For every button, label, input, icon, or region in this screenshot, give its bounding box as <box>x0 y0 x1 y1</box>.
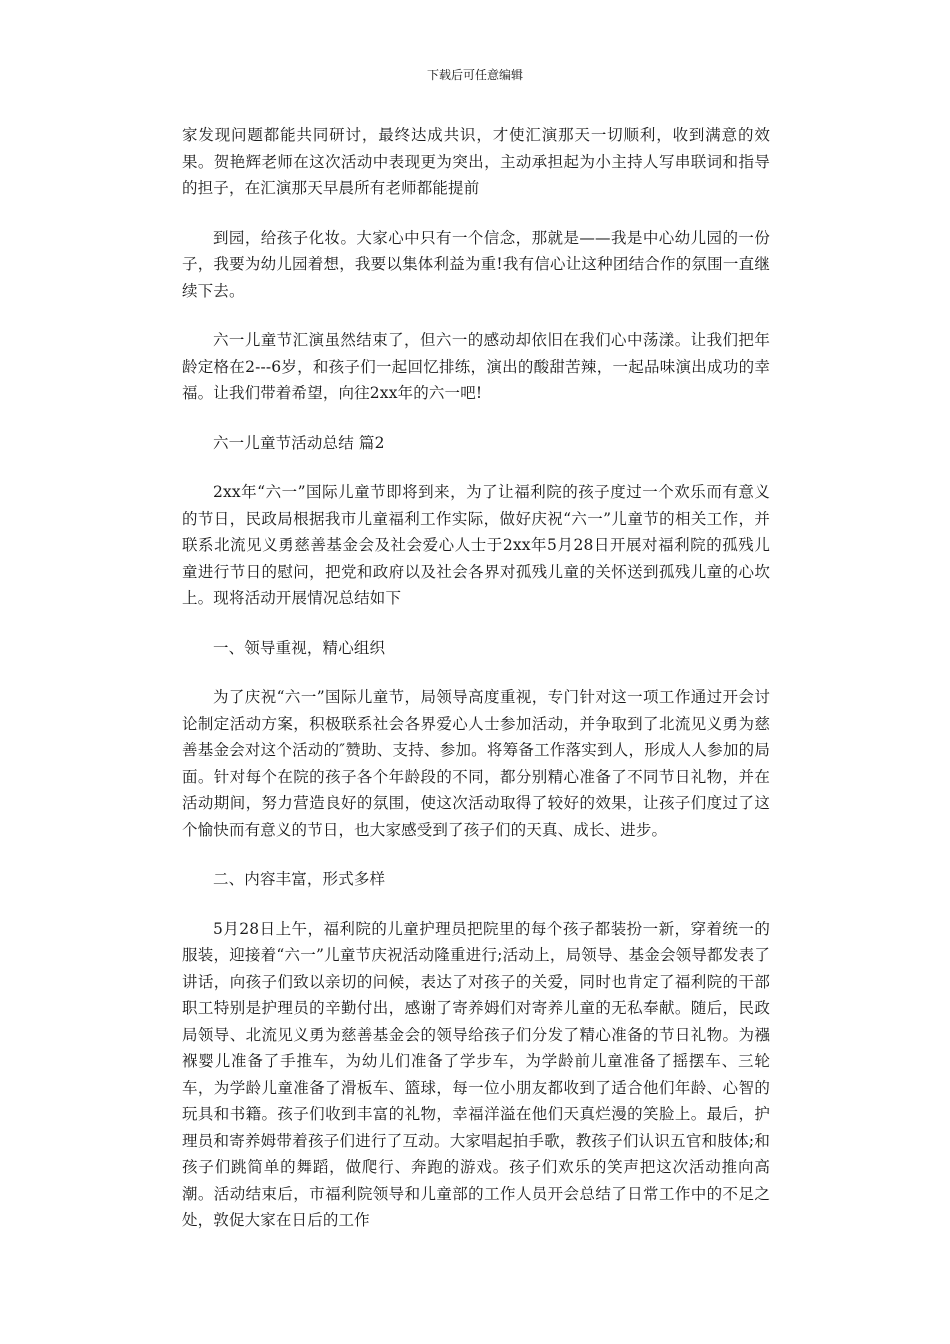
paragraph: 5月28日上午，福利院的儿童护理员把院里的每个孩子都装扮一新，穿着统一的服装，迎接着“六一”儿童节庆祝活动隆重进行;活动上，局领导、基金会领导都发表了讲话，向孩子们致以亲切的问候，表达了对孩子的关爱，同时也肯定了福利院的干部职工特别是护理员的辛勤付出，感谢了寄养姆们对寄养儿童的无私奉献。随后，民政局领导、北流见义勇为慈善基金会的领导给孩子们分发了精心准备的节日礼物。为襁褓婴儿准备了手推车，为幼儿们准备了学步车，为学龄前儿童准备了摇摆车、三轮车，为学龄儿童准备了滑板车、篮球，每一位小朋友都收到了适合他们年龄、心智的玩具和书籍。孩子们收到丰富的礼物，幸福洋溢在他们天真烂漫的笑脸上。最后，护理员和寄养姆带着孩子们进行了互动。大家唱起拍手歌，教孩子们认识五官和肢体;和孩子们跳简单的舞蹈，做爬行、奔跑的游戏。孩子们欢乐的笑声把这次活动推向高潮。活动结束后，市福利院领导和儿童部的工作人员开会总结了日常工作中的不足之处，敦促大家在日后的工作 <box>182 919 770 1229</box>
paragraph-continuation: 家发现问题都能共同研讨，最终达成共识，才使汇演那天一切顺利，收到满意的效果。贺艳辉老师在这次活动中表现更为突出，主动承担起为小主持人写串联词和指导的担子，在汇演那天早晨所有老师都能提前 <box>182 126 770 197</box>
paragraph: 到园，给孩子化妆。大家心中只有一个信念，那就是——我是中心幼儿园的一份子，我要为幼儿园着想，我要以集体利益为重!我有信心让这种团结合作的氛围一直继续下去。 <box>182 228 770 300</box>
paragraph: 2xx年“六一”国际儿童节即将到来，为了让福利院的孩子度过一个欢乐而有意义的节日，民政局根据我市儿童福利工作实际，做好庆祝“六一”儿童节的相关工作，并联系北流见义勇慈善基金会及社会爱心人士于2xx年5月28日开展对福利院的孤残儿童进行节日的慰问，把党和政府以及社会各界对孤残儿童的关怀送到孤残儿童的心坎上。现将活动开展情况总结如下 <box>182 483 770 607</box>
document-body <box>182 122 770 1234</box>
section-heading: 一、领导重视，精心组织 <box>213 638 386 657</box>
section-title: 六一儿童节活动总结 篇2 <box>213 433 385 452</box>
paragraph: 为了庆祝“六一”国际儿童节，局领导高度重视，专门针对这一项工作通过开会讨论制定活动方案，积极联系社会各界爱心人士参加活动，并争取到了北流见义勇为慈善基金会对这个活动的″赞助、支持、参加。将筹备工作落实到人，形成人人参加的局面。针对每个在院的孩子各个年龄段的不同，都分别精心准备了不同节日礼物，并在活动期间，努力营造良好的氛围，使这次活动取得了较好的效果，让孩子们度过了这个愉快而有意义的节日，也大家感受到了孩子们的天真、成长、进步。 <box>182 688 770 839</box>
paragraph: 六一儿童节汇演虽然结束了，但六一的感动却依旧在我们心中荡漾。让我们把年龄定格在2---6岁，和孩子们一起回忆排练，演出的酸甜苦辣，一起品味演出成功的幸福。让我们带着希望，向往2xx年的六一吧! <box>182 331 770 402</box>
section-heading: 二、内容丰富，形式多样 <box>213 870 386 888</box>
page-header-note: 下载后可任意编辑 <box>426 68 523 82</box>
